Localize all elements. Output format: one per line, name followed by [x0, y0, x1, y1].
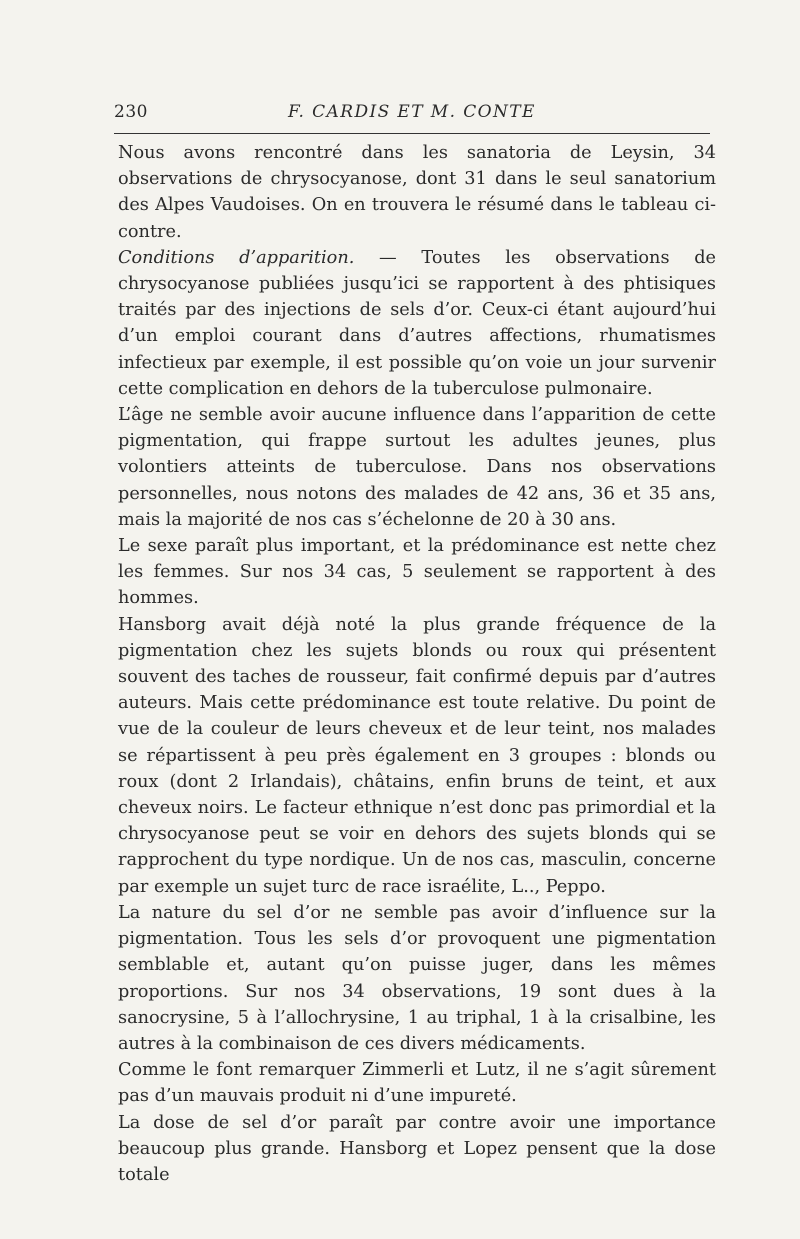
paragraph-sex — [118, 533, 716, 612]
paragraph-text: La dose de sel d’or paraît par contre avoir une importance beaucoup plus grande. Hansborg et Lopez pensent que la dose totale — [118, 1112, 716, 1185]
header-rule — [114, 133, 710, 134]
paragraph-intro — [118, 140, 716, 245]
paragraph-text: L’âge ne semble avoir aucune influence dans l’apparition de cette pigmentation, qui frappe surtout les adultes jeunes, plus volontiers atteints de tuberculose. Dans nos observations personnelles, nous notons des malades de 42 ans, 36 et 35 ans, mais la majorité de nos cas s’échelonne de 20 à 30 ans. — [118, 405, 716, 530]
paragraph-text: Le sexe paraît plus important, et la prédominance est nette chez les femmes. Sur nos 34 cas, 5 seulement se rapportent à des hommes. — [118, 536, 716, 609]
section-heading-conditions: Conditions d’apparition. — [118, 247, 355, 268]
paragraph-text: Nous avons rencontré dans les sanatoria de Leysin, 34 observations de chrysocyanose, dont 31 dans le seul sanatorium des Alpes Vaudoises. On en trouvera le résumé dans le tableau ci-contre. — [118, 143, 716, 242]
running-title: F. CARDIS ET M. CONTE — [288, 102, 536, 122]
paragraph-gold-salt — [118, 900, 716, 1057]
paragraph-text: — Toutes les observations de chrysocyanose publiées jusqu’ici se rapportent à des phtisiques traités par des injections de sels d’or. Ceux-ci étant aujourd’hui d’un emploi courant dans d’autres affections, rhumatismes infectieux par exemple, il est possible qu’on voie un jour survenir cette complication en dehors de la tuberculose pulmonaire. — [118, 247, 717, 399]
paragraph-zimmerli — [118, 1057, 716, 1109]
paragraph-hansborg — [118, 612, 716, 900]
paragraph-dose — [118, 1110, 716, 1189]
page-number: 230 — [114, 102, 148, 122]
paragraph-text: Hansborg avait déjà noté la plus grande fréquence de la pigmentation chez les sujets blonds ou roux qui présentent souvent des taches de rousseur, fait confirmé depuis par d’autres auteurs. Mais cette prédominance est toute relative. Du point de vue de la couleur de leurs cheveux et de leur teint, nos malades se répartissent à peu près également en 3 groupes : blonds ou roux (dont 2 Irlandais), châtains, enfin bruns de teint, et aux cheveux noirs. Le facteur ethnique n’est donc pas primordial et la chrysocyanose peut se voir en dehors des sujets blonds qui se rapprochent du type nordique. Un de nos cas, masculin, concerne par exemple un sujet turc de race israélite, L.., Peppo. — [118, 614, 716, 897]
paragraph-text: La nature du sel d’or ne semble pas avoir d’influence sur la pigmentation. Tous les sels d’or provoquent une pigmentation semblable et, autant qu’on puisse juger, dans les mêmes proportions. Sur nos 34 observations, 19 sont dues à la sanocrysine, 5 à l’allochrysine, 1 au triphal, 1 à la crisalbine, les autres à la combinaison de ces divers médicaments. — [118, 902, 716, 1054]
paragraph-age — [118, 402, 716, 533]
running-header — [112, 100, 712, 124]
body-text — [118, 140, 716, 1188]
paragraph-conditions — [118, 245, 716, 402]
paragraph-text: Comme le font remarquer Zimmerli et Lutz, il ne s’agit sûrement pas d’un mauvais produit ni d’une impureté. — [118, 1060, 716, 1107]
